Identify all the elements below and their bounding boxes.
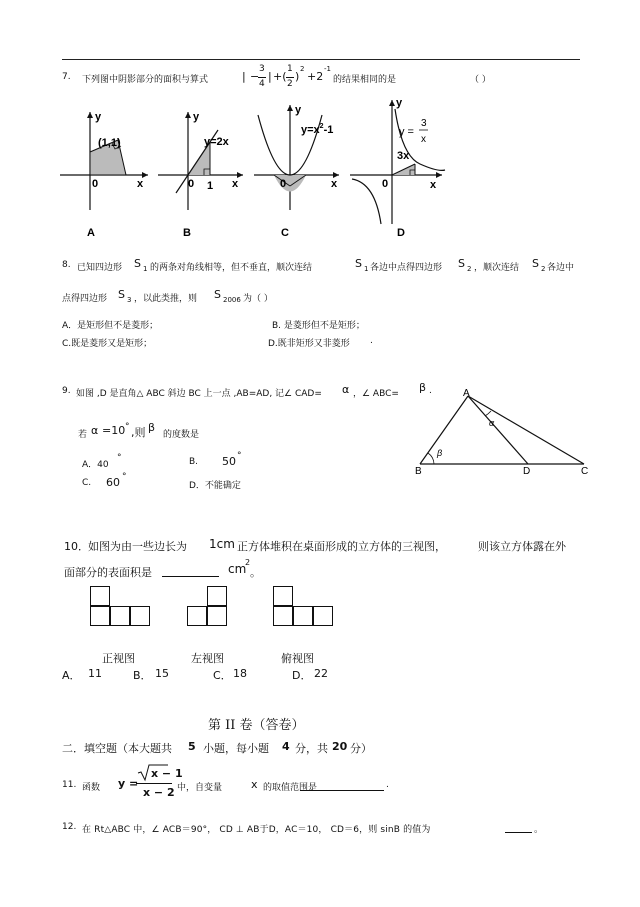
section-2-heading-a: 二．填空题（本大题共 (62, 742, 172, 755)
q10-unit: cm (228, 562, 247, 576)
q8-s2006-sub: 2006 (223, 296, 241, 304)
q7-text-after: 的结果相同的是 (333, 75, 397, 85)
q9-option-c-deg: ° (122, 472, 127, 482)
q8-text-d: ，顺次连结 (474, 263, 520, 273)
q10-unit-exp: 2 (245, 558, 251, 567)
q11-var: x (251, 778, 258, 791)
graph-b-option: B (183, 227, 191, 239)
q9-option-a-deg: ° (117, 453, 122, 463)
frac1-denominator: 4 (259, 79, 265, 89)
q11-text-b: 中，自变量 (177, 783, 223, 793)
q9-option-d: D．不能确定 (189, 481, 241, 491)
graph-b-x-label: x (232, 178, 239, 190)
q10-option-b-letter: B． (133, 669, 152, 682)
graph-a-x-label: x (137, 178, 144, 190)
graph-c-option: C (281, 227, 289, 239)
section-2-title: 第 II 卷（答卷） (208, 718, 305, 733)
q11-answer-blank[interactable] (300, 779, 384, 791)
section-2-heading-d: 分） (350, 742, 372, 755)
q10-line2-end: 。 (250, 566, 261, 579)
front-view-cube (90, 606, 110, 626)
q9-option-c-value: 60 (106, 476, 120, 489)
q8-text-a: 已知四边形 (77, 263, 123, 273)
q7-answer-paren: （ ） (470, 75, 491, 85)
frac2-bar (286, 77, 294, 78)
q9-cond-deg: ° (125, 422, 130, 432)
view-label-front: 正视图 (102, 652, 135, 665)
q8-s2006: S (214, 288, 221, 301)
exponent-2: 2 (300, 65, 305, 73)
q9-option-b: B. (189, 457, 199, 467)
q10-text-b: 正方体堆积在桌面形成的立方体的三视图， (237, 540, 446, 553)
front-view-cube (90, 586, 110, 606)
angle-beta: β (437, 448, 443, 458)
q8-s2: S (458, 257, 465, 270)
vertex-b: B (415, 466, 422, 477)
q9-option-b-value: 50 (222, 455, 236, 468)
q9-cond-beta: β (148, 421, 156, 434)
frac1-numerator: 3 (259, 64, 265, 74)
graph-d-label: 3x (397, 150, 410, 162)
q9-text-b: ，∠ ABC= (353, 389, 399, 399)
graph-c-y-label: y (295, 104, 302, 116)
q10-option-c-value: 18 (233, 667, 247, 680)
q10-text-c: 则该立方体露在外 (478, 540, 566, 553)
graph-d-func-num: 3 (421, 118, 427, 129)
section-2-heading-c: 分，共 (295, 742, 328, 755)
angle-alpha: α (489, 418, 495, 428)
q9-option-a: A．40 (82, 460, 109, 470)
graph-b-tick: 1 (207, 180, 214, 192)
top-view-cube (293, 606, 313, 626)
q12-number: 12. (62, 822, 77, 832)
graph-c-func-exp: 2 (319, 123, 324, 130)
abs-open: | (242, 70, 246, 83)
q9-cond-a: 若 (78, 430, 88, 440)
q8-option-d-tail: . (370, 336, 373, 346)
q8-s2b: S (532, 257, 539, 270)
q10-text-a: 如图为由一些边长为 (88, 540, 187, 553)
graph-d-func-y: y = (399, 126, 414, 138)
front-view-cube (130, 606, 150, 626)
frac2-numerator: 1 (287, 64, 293, 74)
front-view-cube (110, 606, 130, 626)
q8-text-b: 的两条对角线相等，但不垂直，顺次连结 (150, 263, 313, 273)
top-view-cube (313, 606, 333, 626)
q8-s3: S (118, 288, 125, 301)
frac2-denominator: 2 (287, 79, 293, 89)
exponent-neg1: -1 (324, 65, 331, 73)
graph-d-y-label: y (396, 97, 403, 109)
q10-option-d-value: 22 (314, 667, 328, 680)
q9-text-a: 如图 ,D 是直角△ ABC 斜边 BC 上一点 ,AB=AD, 记∠ CAD= (76, 389, 322, 399)
view-label-top: 俯视图 (281, 652, 314, 665)
graph-a (60, 100, 160, 239)
q11-end: . (386, 780, 389, 790)
graph-b-func: y=2x (204, 136, 229, 148)
top-view-cube (273, 606, 293, 626)
q10-unit-1cm: 1cm (209, 537, 235, 551)
graph-a-option: A (87, 227, 95, 239)
graph-a-origin: 0 (92, 178, 99, 190)
q8-text-c: 各边中点得四边形 (370, 263, 443, 273)
q8-line2-b: ，以此类推，则 (134, 294, 198, 304)
graph-d (350, 94, 450, 239)
section-2-count: 5 (188, 740, 196, 753)
q7-number: 7. (62, 72, 71, 82)
q9-cond-value: =10 (102, 424, 126, 437)
q9-alpha: α (342, 383, 350, 396)
q8-line2-a: 点得四边形 (62, 294, 108, 304)
q10-number: 10． (64, 540, 89, 553)
graph-c-func-tail: -1 (323, 124, 334, 136)
q11-y-eq: y = (118, 777, 139, 790)
q11-fraction-bar (136, 783, 172, 784)
q11-text-c: 的取值范围是 (263, 783, 318, 793)
q9-option-b-deg: ° (237, 451, 242, 461)
graph-c-func (301, 123, 333, 136)
q10-option-d-letter: D． (292, 669, 312, 682)
graph-b-y-label: y (193, 111, 200, 123)
q8-option-a: A．是矩形但不是菱形； (62, 321, 159, 331)
vertex-d: D (523, 466, 531, 477)
q8-s2b-sub: 2 (541, 265, 546, 273)
q11-number: 11. (62, 780, 77, 790)
section-2-heading-b: 小题，每小题 (203, 742, 269, 755)
q9-beta: β (419, 381, 427, 394)
q10-answer-blank[interactable] (162, 563, 219, 577)
q8-text-e: 各边中 (547, 263, 575, 273)
q9-cond-then: ,则 (131, 426, 146, 439)
section-2-total: 20 (332, 740, 348, 753)
top-view-cube (273, 586, 293, 606)
graph-c-x-label: x (331, 178, 338, 190)
q11-text-a: 函数 (82, 783, 101, 793)
q12-end: 。 (534, 825, 544, 835)
q8-s1: S (134, 257, 141, 270)
q9-cond-d: 的度数是 (163, 430, 200, 440)
top-rule (62, 59, 580, 60)
frac1-bar (258, 77, 266, 78)
q9-option-c: C. (82, 478, 92, 488)
q9-number: 9. (62, 386, 71, 396)
graph-c-func-base: y=x (301, 124, 320, 136)
q8-s2-sub: 2 (467, 265, 472, 273)
q8-line2-c: 为（ ） (243, 294, 273, 304)
graph-a-point-label: (1,1) (98, 137, 121, 149)
q8-number: 8. (62, 260, 71, 270)
graph-b-origin: 0 (188, 178, 195, 190)
left-view-cube (207, 586, 227, 606)
q9-cond-alpha: α (91, 424, 99, 437)
q8-s1b: S (355, 257, 362, 270)
left-view-cube (207, 606, 227, 626)
graph-d-option: D (397, 227, 405, 239)
graph-a-y-label: y (95, 111, 102, 123)
graph-d-func-den: x (421, 134, 426, 145)
q10-option-a-letter: A． (62, 669, 81, 682)
vertex-a: A (463, 388, 470, 399)
q7-text: 下列图中阴影部分的面积与算式 (82, 75, 209, 85)
q11-numerator: x − 1 (151, 767, 183, 780)
q8-s1b-sub: 1 (364, 265, 369, 273)
q10-option-b-value: 15 (155, 667, 169, 680)
q9-triangle-figure (412, 388, 612, 478)
plus-paren: +( (273, 70, 287, 83)
q8-option-c: C.既是菱形又是矩形； (62, 339, 153, 349)
graph-c (254, 100, 354, 239)
q8-s1-sub: 1 (143, 265, 148, 273)
plus-two: +2 (307, 70, 324, 83)
q10-line2: 面部分的表面积是 (64, 566, 152, 579)
graph-c-origin: 0 (280, 178, 287, 190)
q10-option-a-value: 11 (88, 667, 102, 680)
q11-denominator: x − 2 (143, 786, 175, 799)
graph-d-origin: 0 (382, 178, 389, 190)
graph-d-x-label: x (430, 179, 437, 191)
close-paren: ) (295, 70, 300, 83)
minus-sign: − (250, 70, 260, 83)
q10-option-c-letter: C． (213, 669, 232, 682)
q8-s3-sub: 3 (127, 296, 132, 304)
q8-option-b: B. 是菱形但不是矩形； (272, 321, 365, 331)
vertex-c: C (581, 466, 589, 477)
q12-answer-blank[interactable] (505, 821, 532, 833)
left-view-cube (187, 606, 207, 626)
abs-close: | (268, 70, 272, 83)
section-2-points: 4 (282, 740, 290, 753)
view-label-left: 左视图 (191, 652, 224, 665)
q8-option-d: D.既非矩形又非菱形 (268, 339, 350, 349)
q9-text-c: . (429, 386, 432, 396)
q12-text: 在 Rt△ABC 中，∠ ACB＝90°， CD ⊥ AB于D，AC＝10， CD＝6，则 sinB 的值为 (82, 825, 431, 835)
graph-b (158, 100, 258, 239)
